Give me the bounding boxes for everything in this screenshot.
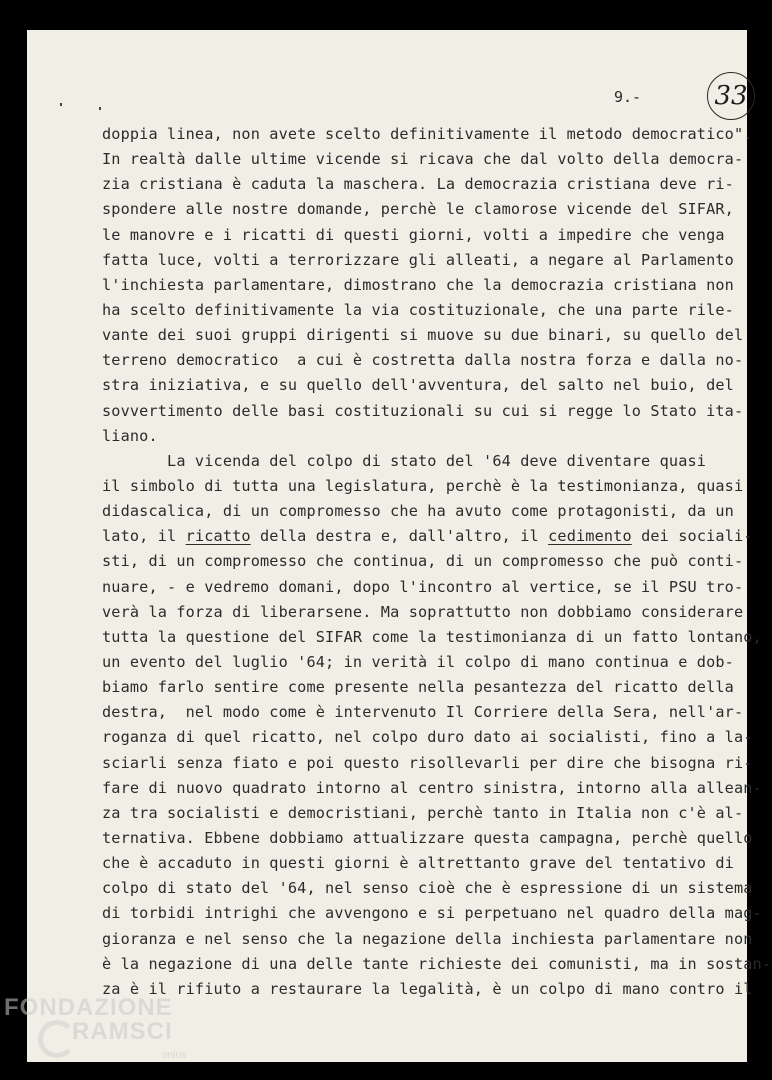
text-line: di torbidi intrighi che avvengono e si perpetuano nel quadro della mag- bbox=[102, 904, 762, 923]
text-line: verà la forza di liberarsene. Ma soprattutto non dobbiamo considerare bbox=[102, 602, 744, 621]
text-line: didascalica, di un compromesso che ha avuto come protagonisti, da un bbox=[102, 502, 734, 521]
text-line: spondere alle nostre domande, perchè le clamorose vicende del SIFAR, bbox=[102, 200, 734, 219]
text-line: liano. bbox=[102, 426, 158, 445]
text-line: ternativa. Ebbene dobbiamo attualizzare questa campagna, perchè quello bbox=[102, 828, 753, 847]
document-body bbox=[102, 122, 772, 1002]
text-line: il simbolo di tutta una legislatura, perchè è la testimonianza, quasi bbox=[102, 476, 744, 495]
punch-mark bbox=[99, 107, 101, 110]
text-line: vante dei suoi gruppi dirigenti si muove su due binari, su quello del bbox=[102, 326, 744, 345]
text-line: za tra socialisti e democristiani, perchè tanto in Italia non c'è al- bbox=[102, 803, 744, 822]
underlined-word-ricatto: ricatto bbox=[185, 527, 251, 546]
text-line: sovvertimento delle basi costituzionali su cui si regge lo Stato ita- bbox=[102, 401, 744, 420]
paragraph-2 bbox=[102, 449, 772, 1002]
text-line: sciarli senza fiato e poi questo risollevarli per dire che bisogna ri- bbox=[102, 753, 753, 772]
text-line: sti, di un compromesso che continua, di un compromesso che può conti- bbox=[102, 552, 744, 571]
text-span: lato, il bbox=[102, 527, 186, 546]
text-span: dei sociali- bbox=[631, 527, 753, 546]
text-line: destra, nel modo come è intervenuto Il Corriere della Sera, nell'ar- bbox=[102, 703, 744, 722]
text-line: za è il rifiuto a restaurare la legalità, è un colpo di mano contro il bbox=[102, 979, 753, 998]
text-line: le manovre e i ricatti di questi giorni, volti a impedire che venga bbox=[102, 225, 725, 244]
text-line: zia cristiana è caduta la maschera. La democrazia cristiana deve ri- bbox=[102, 175, 734, 194]
text-line: gioranza e nel senso che la negazione della inchiesta parlamentare non bbox=[102, 929, 753, 948]
archive-page-number: 33 bbox=[707, 72, 755, 120]
text-line: fatta luce, volti a terrorizzare gli alleati, a negare al Parlamento bbox=[102, 250, 734, 269]
text-span: della destra e, dall'altro, il bbox=[250, 527, 549, 546]
text-line: ha scelto definitivamente la via costituzionale, che una parte rile- bbox=[102, 300, 734, 319]
fondazione-gramsci-watermark bbox=[4, 994, 204, 1074]
paragraph-1 bbox=[102, 122, 753, 449]
text-line: l'inchiesta parlamentare, dimostrano che la democrazia cristiana non bbox=[102, 275, 734, 294]
text-line: è la negazione di una delle tante richieste dei comunisti, ma in sostan- bbox=[102, 954, 772, 973]
punch-mark bbox=[60, 103, 62, 106]
watermark-line2: RAMSCI bbox=[72, 1018, 173, 1045]
text-line: un evento del luglio '64; in verità il colpo di mano continua e dob- bbox=[102, 652, 734, 671]
text-line: nuare, - e vedremo domani, dopo l'incontro al vertice, se il PSU tro- bbox=[102, 577, 744, 596]
text-line: colpo di stato del '64, nel senso cioè che è espressione di un sistema bbox=[102, 879, 753, 898]
text-line: La vicenda del colpo di stato del '64 deve diventare quasi bbox=[102, 451, 707, 470]
text-line: stra iniziativa, e su quello dell'avventura, del salto nel buio, del bbox=[102, 376, 734, 395]
text-line: fare di nuovo quadrato intorno al centro sinistra, intorno alla allean- bbox=[102, 778, 762, 797]
text-line: che è accaduto in questi giorni è altrettanto grave del tentativo di bbox=[102, 854, 734, 873]
text-line: doppia linea, non avete scelto definitivamente il metodo democratico". bbox=[102, 125, 753, 143]
watermark-g-logo-icon bbox=[38, 1020, 76, 1058]
text-line: roganza di quel ricatto, nel colpo duro dato ai socialisti, fino a la- bbox=[102, 728, 753, 747]
text-line: In realtà dalle ultime vicende si ricava che dal volto della democra- bbox=[102, 150, 744, 169]
watermark-onlus: onlus bbox=[162, 1050, 186, 1061]
watermark-line1: FONDAZIONE bbox=[4, 994, 173, 1021]
text-line bbox=[102, 524, 753, 549]
text-line: biamo farlo sentire come presente nella pesantezza del ricatto della bbox=[102, 678, 734, 697]
underlined-word-cedimento: cedimento bbox=[548, 527, 632, 546]
text-line: tutta la questione del SIFAR come la testimonianza di un fatto lontano, bbox=[102, 627, 762, 646]
typed-page-number: 9.- bbox=[614, 88, 642, 106]
text-line: terreno democratico a cui è costretta dalla nostra forza e dalla no- bbox=[102, 351, 744, 370]
